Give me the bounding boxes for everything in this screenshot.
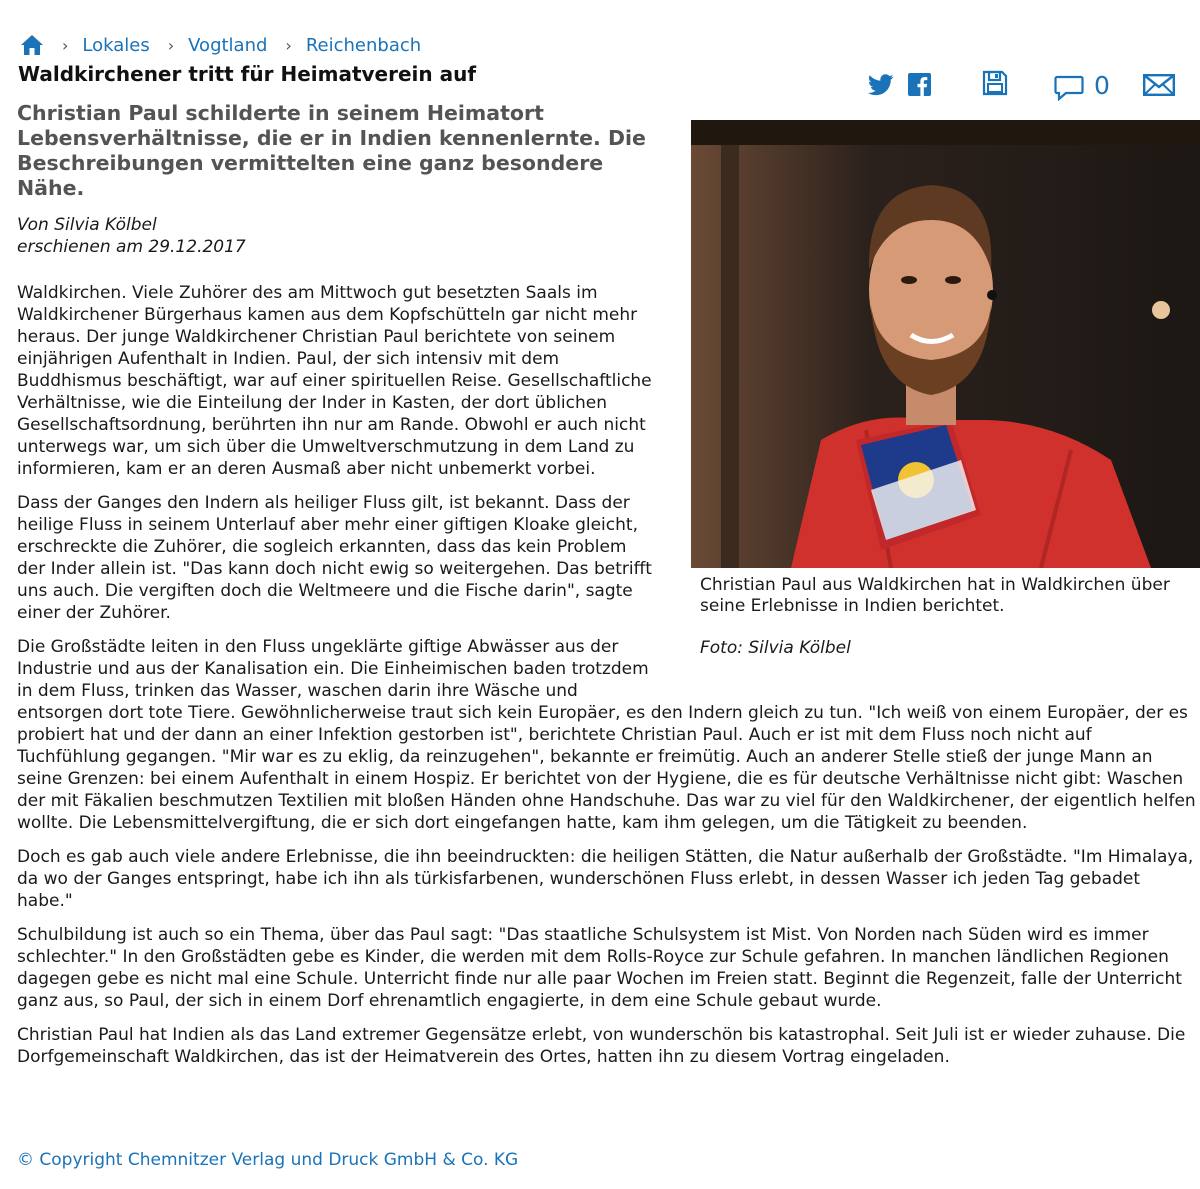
twitter-icon[interactable] bbox=[868, 74, 894, 96]
author: Von Silvia Kölbel bbox=[17, 215, 157, 235]
article-toolbar bbox=[868, 68, 1188, 102]
article-paragraph: Waldkirchen. Viele Zuhörer des am Mittwoch gut besetzten Saals im Waldkirchener Bürgerhaus kamen aus dem Kopfschütteln gar nicht mehr heraus. Der junge Waldkirchener Christian Paul berichtete von seinem einjährigen Aufenthalt in Indien. Paul, der sich intensiv mit dem Buddhismus beschäftigt, war auf einer spirituellen Reise. Gesellschaftliche Verhältnisse, wie die Einteilung der Inder in Kasten, der dort üblichen Gesellschaftsordnung, berührten ihn nur am Rande. Obwohl er auch nicht unterwegs war, um sich über die Umweltverschmutzung in dem Land zu informieren, kam er an deren Ausmaß aber nicht unbemerkt vorbei. bbox=[17, 283, 652, 479]
copyright-link[interactable]: © Copyright Chemnitzer Verlag und Druck GmbH & Co. KG bbox=[17, 1150, 519, 1170]
breadcrumb-link-reichenbach[interactable]: Reichenbach bbox=[305, 34, 422, 56]
breadcrumb-link-vogtland[interactable]: Vogtland bbox=[188, 34, 268, 56]
article-paragraph: Doch es gab auch viele andere Erlebnisse, die ihn beeindruckten: die heiligen Stätten, die Natur außerhalb der Großstädte. "Im Himalaya, da wo der Ganges entspringt, habe ich ihn als türkisfarbenen, wunderschönen Fluss erlebt, in dessen Wasser ich jeden Tag gebadet habe." bbox=[17, 847, 1194, 911]
photo-float-spacer bbox=[667, 636, 1197, 702]
byline bbox=[17, 214, 246, 258]
chevron-right-icon: › bbox=[62, 35, 69, 55]
home-icon[interactable] bbox=[20, 34, 44, 56]
comment-icon[interactable] bbox=[1054, 75, 1084, 101]
article-paragraph bbox=[17, 636, 1197, 834]
chevron-right-icon: › bbox=[285, 35, 292, 55]
facebook-icon[interactable] bbox=[908, 73, 931, 96]
article-lead: Christian Paul schilderte in seinem Heimatort Lebensverhältnisse, die er in Indien kennenlernte. Die Beschreibungen vermittelten eine ganz besondere Nähe. bbox=[17, 101, 646, 200]
breadcrumb-link-lokales[interactable]: Lokales bbox=[82, 34, 150, 56]
publish-date: erschienen am 29.12.2017 bbox=[17, 237, 246, 257]
breadcrumb bbox=[20, 30, 421, 60]
mail-icon[interactable] bbox=[1143, 74, 1175, 96]
photo-caption: Christian Paul aus Waldkirchen hat in Waldkirchen über seine Erlebnisse in Indien berichtet. bbox=[700, 575, 1170, 616]
article-body bbox=[17, 282, 1197, 1080]
chevron-right-icon: › bbox=[167, 35, 175, 55]
comment-count[interactable]: 0 bbox=[1094, 71, 1110, 100]
article-paragraph: Christian Paul hat Indien als das Land extremer Gegensätze erlebt, von wunderschön bis katastrophal. Seit Juli ist er wieder zuhause. Die Dorfgemeinschaft Waldkirchen, das ist der Heimatverein des Ortes, hatten ihn zu diesem Vortrag eingeladen. bbox=[17, 1025, 1186, 1067]
photo-credit: Foto: Silvia Kölbel bbox=[700, 638, 851, 658]
article-paragraph: Dass der Ganges den Indern als heiliger Fluss gilt, ist bekannt. Dass der heilige Fluss in seinem Unterlauf aber mehr einer giftigen Kloake gleicht, erschreckte die Zuhörer, die sogleich erkannten, dass das kein Problem der Inder allein ist. "Das kann doch nicht ewig so weitergehen. Das betrifft uns auch. Die vergiften doch die Weltmeere und die Fische darin", sagte einer der Zuhörer. bbox=[17, 493, 652, 623]
article-paragraph-text: Die Großstädte leiten in den Fluss ungeklärte giftige Abwässer aus der Industrie und aus der Kanalisation ein. Die Einheimischen baden trotzdem in dem Fluss, trinken das Wasser, waschen darin ihre Wäsche und entsorgen dort tote Tiere. Gewöhnlicherweise traut sich kein Europäer, es den Indern gleich zu tun. "Ich weiß von einem Europäer, der es probiert hat und der dann an einer Infektion gestorben ist", berichtete Christian Paul. Auch er ist mit dem Fluss noch nicht auf Tuchfühlung gegangen. "Mir war es zu eklig, da reinzugehen", bekannte er freimütig. Auch an anderer Stelle stieß der junge Mann an seine Grenzen: bei einem Aufenthalt in einem Hospiz. Er berichtet von der Hygiene, die es für deutsche Verhältnisse nicht gibt: Waschen der mit Fäkalien beschmutzen Textilien mit bloßen Händen ohne Handschuhe. Das war zu viel für den Waldkirchener, der eigentlich helfen wollte. Die Lebensmittelvergiftung, die er sich dort eingefangen hatte, kam ihm gelegen, um die Tätigkeit zu beenden. bbox=[17, 637, 1196, 833]
article-title: Waldkirchener tritt für Heimatverein auf bbox=[18, 62, 477, 86]
save-icon[interactable] bbox=[982, 70, 1008, 96]
article-paragraph: Schulbildung ist auch so ein Thema, über das Paul sagt: "Das staatliche Schulsystem ist Mist. Von Norden nach Süden wird es immer schlechter." In den Großstädten gebe es Kinder, die werden mit dem Rolls-Royce zur Schule gefahren. In manchen ländlichen Regionen dagegen gebe es nicht mal eine Schule. Unterricht finde nur alle paar Wochen im Freien statt. Beginnt die Regenzeit, falle der Unterricht ganz aus, so Paul, der sich in einem Dorf ehrenamtlich engagierte, in dem eine Schule gebaut wurde. bbox=[17, 925, 1182, 1011]
